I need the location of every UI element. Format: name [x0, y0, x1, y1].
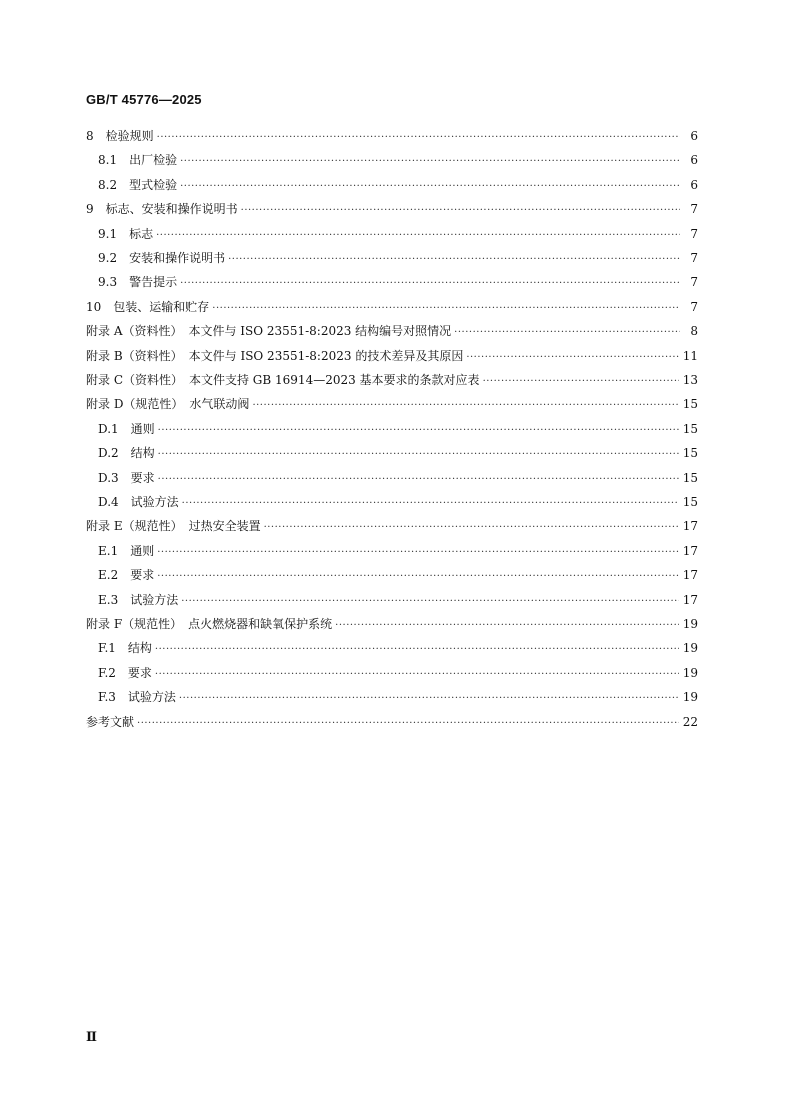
dot-leader — [264, 519, 679, 537]
toc-entry-label: 10 包装、运输和贮存 — [86, 299, 210, 314]
dot-leader — [157, 129, 680, 147]
dot-leader — [252, 397, 678, 415]
dot-leader — [158, 422, 679, 440]
toc-entry-label: 8.2 型式检验 — [98, 177, 178, 192]
toc-entry-page: 7 — [690, 299, 698, 314]
toc-entry-label: 附录 B（资料性） 本文件与 ISO 23551-8:2023 的技术差异及其原因 — [86, 348, 464, 363]
toc-entry-label: 8.1 出厂检验 — [98, 153, 178, 168]
toc-entry-label: 附录 A（资料性） 本文件与 ISO 23551-8:2023 结构编号对照情况 — [86, 324, 452, 339]
toc-entry-page: 19 — [682, 665, 698, 680]
dot-leader — [180, 275, 680, 293]
toc-entry-label: 附录 C（资料性） 本文件支持 GB 16914—2023 基本要求的条款对应表 — [86, 373, 480, 387]
toc-entry[interactable] — [98, 664, 698, 682]
toc-entry[interactable] — [86, 615, 698, 633]
toc-entry-label: F.2 要求 — [98, 665, 152, 680]
toc-entry-page: 15 — [682, 446, 698, 461]
toc-entry[interactable] — [98, 591, 698, 609]
toc-entry-page: 7 — [690, 226, 698, 241]
toc-entry[interactable] — [86, 517, 698, 535]
dot-leader — [137, 715, 679, 733]
toc-entry-page: 8 — [690, 324, 698, 339]
toc-entry[interactable] — [98, 176, 698, 194]
dot-leader — [181, 593, 679, 611]
dot-leader — [155, 641, 679, 659]
toc-entry[interactable] — [86, 713, 698, 731]
toc-entry-page: 19 — [682, 690, 698, 705]
dot-leader — [466, 349, 678, 367]
toc-entry[interactable] — [98, 639, 698, 657]
toc-entry-label: 参考文献 — [86, 714, 135, 729]
toc-entry-label: 附录 E（规范性） 过热安全装置 — [86, 519, 261, 534]
toc-entry[interactable] — [86, 395, 698, 413]
toc-entry-label: F.1 结构 — [98, 641, 152, 656]
toc-entry[interactable] — [98, 542, 698, 560]
toc-entry-page: 19 — [682, 617, 698, 631]
toc-entry[interactable] — [98, 493, 698, 511]
toc-entry[interactable] — [98, 225, 698, 243]
toc-entry[interactable] — [98, 688, 698, 706]
toc-entry-page: 17 — [682, 519, 698, 534]
dot-leader — [158, 471, 679, 489]
toc-entry[interactable] — [86, 200, 698, 218]
toc-entry-page: 7 — [690, 251, 698, 265]
toc-entry-page: 6 — [690, 129, 698, 143]
toc-entry-page: 15 — [682, 470, 698, 485]
dot-leader — [335, 617, 679, 635]
standard-code: GB/T 45776—2025 — [86, 92, 202, 107]
toc-entry[interactable] — [98, 151, 698, 169]
page-number: Ⅱ — [86, 1030, 97, 1045]
dot-leader — [212, 300, 680, 318]
toc-entry[interactable] — [86, 322, 698, 340]
toc-entry-label: 9 标志、安装和操作说明书 — [86, 202, 238, 217]
dot-leader — [241, 202, 680, 220]
toc-entry-page: 11 — [682, 348, 698, 363]
toc-entry[interactable] — [98, 444, 698, 462]
toc-entry[interactable] — [86, 127, 698, 145]
dot-leader — [180, 178, 680, 196]
toc-entry[interactable] — [98, 273, 698, 291]
dot-leader — [157, 568, 679, 586]
toc-entry-label: 8 检验规则 — [86, 129, 154, 143]
toc-entry-label: F.3 试验方法 — [98, 690, 176, 705]
toc-entry-label: 附录 F（规范性） 点火燃烧器和缺氧保护系统 — [86, 617, 333, 631]
toc-entry-page: 17 — [682, 543, 698, 558]
toc-entry-page: 17 — [682, 592, 698, 607]
toc-entry-label: 9.1 标志 — [98, 226, 154, 241]
dot-leader — [158, 446, 679, 464]
toc-entry[interactable] — [98, 469, 698, 487]
toc-entry-label: 附录 D（规范性） 水气联动阀 — [86, 397, 250, 412]
toc-entry-page: 6 — [690, 153, 698, 168]
toc-entry-page: 13 — [682, 373, 698, 387]
toc-entry[interactable] — [98, 566, 698, 584]
dot-leader — [483, 373, 679, 391]
dot-leader — [179, 690, 679, 708]
toc-entry-page: 7 — [690, 202, 698, 217]
toc-entry-label: 9.3 警告提示 — [98, 275, 178, 290]
toc-entry-page: 15 — [682, 397, 698, 412]
toc-entry-label: E.3 试验方法 — [98, 592, 179, 607]
toc-entry[interactable] — [86, 298, 698, 316]
dot-leader — [454, 324, 680, 342]
dot-leader — [156, 227, 680, 245]
toc-entry-page: 17 — [682, 568, 698, 583]
toc-entry-label: E.2 要求 — [98, 568, 155, 583]
dot-leader — [182, 495, 679, 513]
toc-entry-label: D.1 通则 — [98, 421, 155, 436]
dot-leader — [228, 251, 680, 269]
toc-entry-label: D.4 试验方法 — [98, 495, 179, 509]
toc-entry[interactable] — [86, 371, 698, 389]
toc-entry-page: 7 — [690, 275, 698, 290]
toc-entry-page: 22 — [682, 714, 698, 729]
toc-entry-page: 19 — [682, 641, 698, 656]
toc-entry[interactable] — [98, 249, 698, 267]
toc-entry[interactable] — [98, 420, 698, 438]
dot-leader — [155, 666, 679, 684]
toc-entry-page: 6 — [690, 177, 698, 192]
toc-entry-label: D.3 要求 — [98, 470, 155, 485]
toc-entry-page: 15 — [682, 421, 698, 436]
dot-leader — [157, 544, 679, 562]
toc-entry-label: D.2 结构 — [98, 446, 155, 461]
toc-entry-label: E.1 通则 — [98, 543, 155, 558]
toc-entry-label: 9.2 安装和操作说明书 — [98, 251, 226, 265]
dot-leader — [180, 153, 680, 171]
toc-entry-page: 15 — [682, 495, 698, 509]
toc-entry[interactable] — [86, 347, 698, 365]
